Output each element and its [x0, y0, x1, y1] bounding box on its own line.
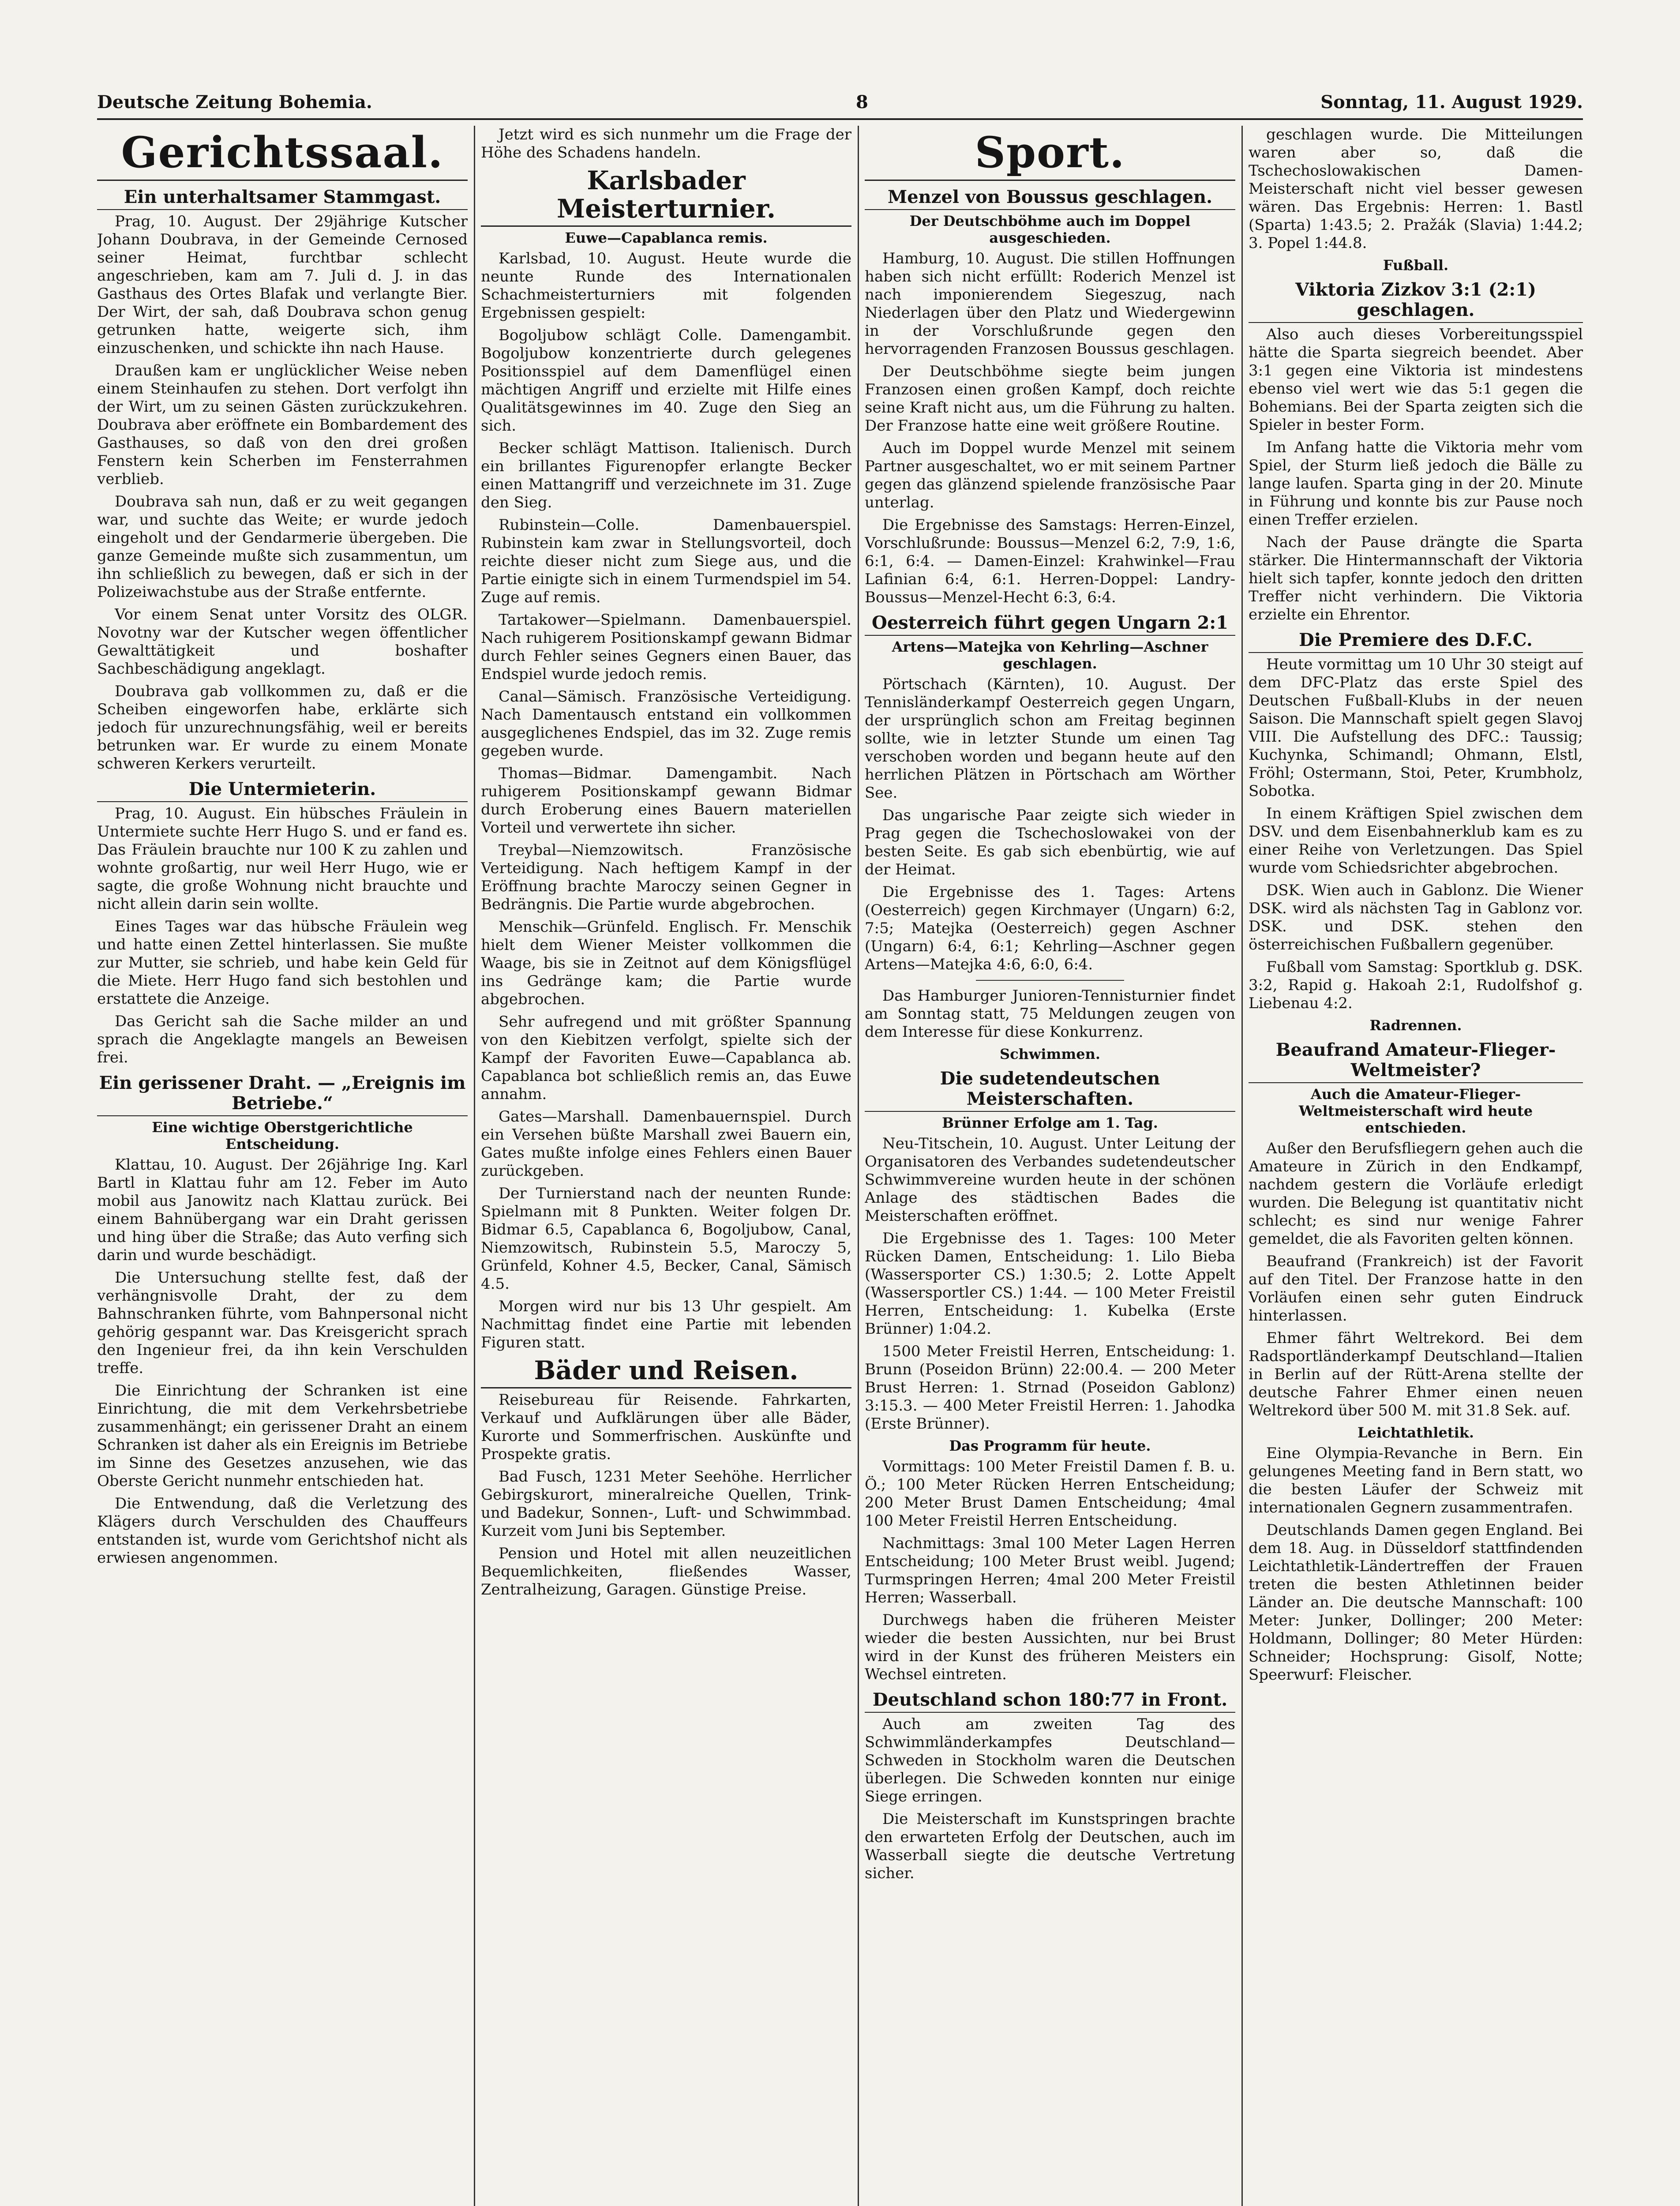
article-paragraph: Eines Tages war das hübsche Fräulein weg und hatte einen Zettel hinterlassen. Sie mußte zur Mutter, sie schrieb, und habe kein Geld für die Miete. Herr Hugo fand sich bestohlen und erstattete die Anzeige. — [97, 918, 468, 1008]
article-paragraph: Doubrava sah nun, daß er zu weit gegangen war, und suchte das Weite; er wurde jedoch eingeholt und der Gendarmerie übergeben. Die ganze Gemeinde mußte sich zusammentun, um ihn schließlich zu bewegen, daß er sich in der Polizeiwachstube aus der Straße entfernte. — [97, 493, 468, 601]
article-paragraph: Canal—Sämisch. Französische Verteidigung. Nach Damentausch entstand ein vollkommen ausgeglichenes Endspiel, das im 32. Zuge remis gegeben wurde. — [481, 688, 851, 760]
article-paragraph: Heute vormittag um 10 Uhr 30 steigt auf dem DFC-Platz das erste Spiel des Deutschen Fußball-Klubs in der neuen Saison. Die Mannschaft spielt gegen Slavoj VIII. Die Aufstellung des DFC.: Taussig; Kuchynka, Schimandl; Ohmann, Elstl, Fröhl; Ostermann, Stoi, Peter, Krumbholz, Sobotka. — [1249, 656, 1583, 800]
article-subtitle: Eine wichtige Oberstgerichtliche Entscheidung. — [152, 1119, 413, 1152]
article-paragraph: Jetzt wird es sich nunmehr um die Frage der Höhe des Schadens handeln. — [481, 126, 851, 161]
article-subtitle: Euwe—Capablanca remis. — [565, 229, 768, 246]
article-subtitle: Der Deutschböhme auch im Doppel ausgeschieden. — [909, 213, 1191, 246]
column-3 — [865, 126, 1235, 2206]
article-paragraph: Also auch dieses Vorbereitungsspiel hätte die Sparta siegreich beendet. Aber 3:1 gegen eine Viktoria ist mindestens ebenso viel wert wie das 5:1 gegen die Bohemians. Bei der Sparta zeigten sich die Spieler in bester Form. — [1249, 326, 1583, 434]
article-title: Beaufrand Amateur-Flieger-Weltmeister? — [1249, 1040, 1583, 1083]
article-paragraph: Neu-Titschein, 10. August. Unter Leitung der Organisatoren des Verbandes sudetendeutscher Schwimmvereine wurden heute in der schönen Anlage des städtischen Bades die Meisterschaften eröffnet. — [865, 1135, 1235, 1225]
article-title: Ein gerissener Draht. — „Ereignis im Betriebe.“ — [97, 1073, 468, 1116]
article-paragraph: Prag, 10. August. Der 29jährige Kutscher Johann Doubrava, in der Gemeinde Cernosed seiner Heimat, furchtbar schlecht angeschrieben, kam am 7. Juli d. J. in das Gasthaus des Ortes Blafak und verlangte Bier. Der Wirt, der sah, daß Doubrava schon genug getrunken hatte, weigerte sich, ihm einzuschenken, und schickte ihn nach Hause. — [97, 213, 468, 357]
article-title: Ein unterhaltsamer Stammgast. — [97, 187, 468, 210]
section-title-court: Gerichtssaal. — [97, 128, 468, 181]
article-paragraph: Das Gericht sah die Sache milder an und sprach die Angeklagte mangels an Beweisen frei. — [97, 1013, 468, 1066]
column-2 — [481, 126, 851, 2206]
column-rule — [1241, 126, 1243, 2206]
article-paragraph: Nach der Pause drängte die Sparta stärker. Die Hintermannschaft der Viktoria hielt sich tapfer, konnte jedoch den dritten Treffer nicht verhindern. Die Viktoria erzielte ein Ehrentor. — [1249, 533, 1583, 623]
article-paragraph: Becker schlägt Mattison. Italienisch. Durch ein brillantes Figurenopfer erlangte Becker einen Mattangriff und verzeichnete im 31. Zuge den Sieg. — [481, 439, 851, 511]
article-paragraph: Doubrava gab vollkommen zu, daß er die Scheiben eingeworfen habe, erklärte sich jedoch für unzurechnungsfähig, weil er bereits betrunken war. Er wurde zu einem Monate schweren Kerkers verurteilt. — [97, 683, 468, 773]
article-paragraph: Draußen kam er unglücklicher Weise neben einem Steinhaufen zu stehen. Dort verfolgt ihn der Wirt, um zu seinen Gästen zurückzukehren. Doubrava aber eröffnete ein Bombardement des Gasthauses, so daß von den drei großen Fenstern kein Scherben im Fensterrahmen verblieb. — [97, 362, 468, 488]
article-paragraph: Tartakower—Spielmann. Damenbauerspiel. Nach ruhigerem Positionskampf gewann Bidmar durch Fehler seines Gegners einen Bauer, das Endspiel wurde jedoch remis. — [481, 611, 851, 683]
article-paragraph: Der Turnierstand nach der neunten Runde: Spielmann mit 8 Punkten. Weiter folgen Dr. Bidmar 6.5, Capablanca 6, Bogoljubow, Canal, Niemzowitsch, Rubinstein 5.5, Maroczy 5, Grünfeld, Kohner 4.5, Becker, Canal, Sämisch 4.5. — [481, 1185, 851, 1293]
article-title: Deutschland schon 180:77 in Front. — [865, 1690, 1235, 1713]
article-title: Die Untermieterin. — [97, 779, 468, 802]
article-subtitle: Auch die Amateur-Flieger-Weltmeisterschaft wird heute entschieden. — [1298, 1086, 1533, 1136]
article-subtitle: Brünner Erfolge am 1. Tag. — [942, 1114, 1158, 1131]
article-paragraph: Sehr aufregend und mit größter Spannung von den Kiebitzen verfolgt, spielte sich der Kampf der Favoriten Euwe—Capablanca ab. Capablanca bot schließlich remis an, das Euwe annahm. — [481, 1013, 851, 1103]
article-paragraph: Vor einem Senat unter Vorsitz des OLGR. Novotny war der Kutscher wegen öffentlicher Gewalttätigkeit und boshafter Sachbeschädigung angeklagt. — [97, 606, 468, 678]
subsection-title: Schwimmen. — [999, 1046, 1101, 1062]
page-number: 8 — [856, 92, 868, 113]
article-title: Oesterreich führt gegen Ungarn 2:1 — [865, 613, 1235, 636]
article-paragraph: Die Ergebnisse des Samstags: Herren-Einzel, Vorschlußrunde: Boussus—Menzel 6:2, 7:9, 1:6, 6:1, 6:4. — Damen-Einzel: Krahwinkel—Frau Lafinian 6:4, 6:1. Herren-Doppel: Landry-Boussus—Menzel-Hecht 6:3, 6:4. — [865, 516, 1235, 606]
issue-date: Sonntag, 11. August 1929. — [1320, 92, 1583, 113]
article-paragraph: Fußball vom Samstag: Sportklub g. DSK. 3:2, Rapid g. Hakoah 2:1, Rudolfshof g. Liebenau 4:2. — [1249, 958, 1583, 1012]
article-paragraph: Menschik—Grünfeld. Englisch. Fr. Menschik hielt dem Wiener Meister vollkommen die Waage, bis sie in Zeitnot auf dem Königsflügel ins Gedränge kam; die Partie wurde abgebrochen. — [481, 918, 851, 1008]
column-rule — [858, 126, 859, 2206]
article-paragraph: Die Untersuchung stellte fest, daß der verhängnisvolle Draht, der zu dem Bahnschranken führte, vom Bahnpersonal nicht gehörig gespannt war. Das Kreisgericht sprach den Ingenieur frei, da ihn kein Verschulden treffe. — [97, 1269, 468, 1377]
masthead — [97, 92, 1583, 120]
article-paragraph: Beaufrand (Frankreich) ist der Favorit auf den Titel. Der Franzose hatte in den Vorläufen einen sehr guten Eindruck hinterlassen. — [1249, 1253, 1583, 1324]
article-paragraph: Der Deutschböhme siegte beim jungen Franzosen einen großen Kampf, doch reichte seine Kraft nicht aus, um die Führung zu halten. Der Franzose hatte eine weit größere Routine. — [865, 363, 1235, 435]
subsection-title: Fußball. — [1383, 257, 1449, 274]
article-paragraph: Die Einrichtung der Schranken ist eine Einrichtung, die mit dem Verkehrsbetriebe zusammenhängt; ein gerissener Draht an einem Schranken ist daher als ein Ereignis im Betriebe im Sinne des Gesetzes anzusehen, wie das Oberste Gericht nunmehr entschieden hat. — [97, 1382, 468, 1490]
article-paragraph: Karlsbad, 10. August. Heute wurde die neunte Runde des Internationalen Schachmeisterturniers mit folgenden Ergebnissen gespielt: — [481, 250, 851, 322]
article-paragraph: Pension und Hotel mit allen neuzeitlichen Bequemlichkeiten, fließendes Wasser, Zentralheizung, Garagen. Günstige Preise. — [481, 1545, 851, 1598]
subsection-title: Leichtathletik. — [1357, 1424, 1474, 1441]
article-paragraph: Bogoljubow schlägt Colle. Damengambit. Bogoljubow konzentrierte durch gelegenes Positionsspiel auf dem Damenflügel einen mächtigen Angriff und erzielte mit Hilfe eines Qualitätsgewinnes im 40. Zuge den Sieg an sich. — [481, 326, 851, 435]
article-paragraph: Die Meisterschaft im Kunstspringen brachte den erwarteten Erfolg der Deutschen, auch im Wasserball siegte die deutsche Vertretung sicher. — [865, 1810, 1235, 1882]
article-title: Die Premiere des D.F.C. — [1249, 630, 1583, 653]
article-paragraph: Eine Olympia-Revanche in Bern. Ein gelungenes Meeting fand in Bern statt, wo die besten Läufer der Schweiz mit internationalen Gegnern zusammentrafen. — [1249, 1444, 1583, 1516]
paper-name: Deutsche Zeitung Bohemia. — [97, 92, 372, 113]
article-paragraph: Auch im Doppel wurde Menzel mit seinem Partner ausgeschaltet, wo er mit seinem Partner gegen das glänzend spielende französische Paar unterlag. — [865, 439, 1235, 511]
column-rule — [474, 126, 475, 2206]
article-paragraph: Die Ergebnisse des 1. Tages: Artens (Oesterreich) gegen Kirchmayer (Ungarn) 6:2, 7:5; Matejka (Oesterreich) gegen Aschner (Ungarn) 6:4, 6:1; Kehrling—Aschner gegen Artens—Matejka 4:6, 6:0, 6:4. — [865, 883, 1235, 973]
article-paragraph: Hamburg, 10. August. Die stillen Hoffnungen haben sich nicht erfüllt: Roderich Menzel ist nach imponierendem Siegeszug, nach Niederlagen über den Platz und Wiedergewinn in der Vorschlußrunde gegen den hervorragenden Franzosen Boussus geschlagen. — [865, 250, 1235, 358]
article-paragraph: Morgen wird nur bis 13 Uhr gespielt. Am Nachmittag findet eine Partie mit lebenden Figuren statt. — [481, 1298, 851, 1351]
article-title: Viktoria Zizkov 3:1 (2:1) geschlagen. — [1249, 280, 1583, 323]
column-1 — [97, 126, 468, 2206]
article-paragraph: Rubinstein—Colle. Damenbauerspiel. Rubinstein kam zwar in Stellungsvorteil, doch reichte dieser nicht zum Siege aus, und die Partie einigte sich in einem Turmendspiel im 54. Zuge auf remis. — [481, 516, 851, 606]
article-paragraph: geschlagen wurde. Die Mitteilungen waren aber so, daß die Tschechoslowakischen Damen-Meisterschaft nicht viel besser gewesen wären. Das Ergebnis: Herren: 1. Bastl (Sparta) 1:43.5; 2. Pražák (Slavia) 1:44.2; 3. Popel 1:44.8. — [1249, 126, 1583, 252]
article-paragraph: In einem Kräftigen Spiel zwischen dem DSV. und dem Eisenbahnerklub kam es zu einer Reihe von Verletzungen. Das Spiel wurde vom Schiedsrichter abgebrochen. — [1249, 805, 1583, 877]
article-paragraph: Außer den Berufsfliegern gehen auch die Amateure in Zürich in den Endkampf, nachdem gestern die Vorläufe erledigt wurden. Die Belegung ist quantitativ nicht schlecht; es sind nur wenige Fahrer gemeldet, die als Favoriten gelten können. — [1249, 1140, 1583, 1248]
article-paragraph: Ehmer fährt Weltrekord. Bei dem Radsportländerkampf Deutschland—Italien in Berlin auf der Rütt-Arena stellte der deutsche Fahrer Ehmer einen neuen Weltrekord über 500 M. mit 31.8 Sek. auf. — [1249, 1329, 1583, 1419]
article-title-travel: Bäder und Reisen. — [481, 1356, 851, 1388]
article-paragraph: DSK. Wien auch in Gablonz. Die Wiener DSK. wird als nächsten Tag in Gablonz vor. DSK. und DSK. stehen den österreichischen Fußballern gegenüber. — [1249, 882, 1583, 953]
article-paragraph: Die Entwendung, daß die Verletzung des Klägers durch Verschulden des Chauffeurs entstanden ist, wurde vom Gerichtshof nicht als erwiesen angenommen. — [97, 1495, 468, 1567]
article-paragraph: Klattau, 10. August. Der 26jährige Ing. Karl Bartl in Klattau fuhr am 12. Feber im Auto mobil aus Janowitz nach Klattau zurück. Bei einem Bahnübergang war ein Draht gerissen und hing über die Straße; das Auto verfing sich darin und wurde beschädigt. — [97, 1156, 468, 1264]
article-paragraph: Das ungarische Paar zeigte sich wieder in Prag gegen die Tschechoslowakei von der besten Seite. Es gab sich ebenbürtig, wie auf der Heimat. — [865, 807, 1235, 878]
article-paragraph: Reisebureau für Reisende. Fahrkarten, Verkauf und Aufklärungen über alle Bäder, Kurorte und Sommerfrischen. Auskünfte und Prospekte gratis. — [481, 1391, 851, 1463]
article-paragraph: Auch am zweiten Tag des Schwimmländerkampfes Deutschland—Schweden in Stockholm waren die Deutschen überlegen. Die Schweden konnten nur einige Siege erringen. — [865, 1715, 1235, 1805]
article-paragraph: Pörtschach (Kärnten), 10. August. Der Tennisländerkampf Oesterreich gegen Ungarn, der ursprünglich schon am Freitag beginnen sollte, wie in letzter Stunde um einen Tag verschoben worden und begann heute auf den herrlichen Plätzen in Pörtschach am Wörther See. — [865, 675, 1235, 802]
article-paragraph: 1500 Meter Freistil Herren, Entscheidung: 1. Brunn (Poseidon Brünn) 22:00.4. — 200 Meter Brust Herren: 1. Strnad (Poseidon Gablonz) 3:15.3. — 400 Meter Freistil Herren: 1. Jahodka (Erste Brünner). — [865, 1343, 1235, 1433]
article-paragraph: Im Anfang hatte die Viktoria mehr vom Spiel, der Sturm ließ jedoch die Bälle zu lange laufen. Sparta ging in der 20. Minute in Führung und konnte bis zur Pause noch einen Treffer erzielen. — [1249, 439, 1583, 529]
article-paragraph: Das Hamburger Junioren-Tennisturnier findet am Sonntag statt, 75 Meldungen zeugen von dem Interesse für diese Konkurrenz. — [865, 987, 1235, 1041]
column-4 — [1249, 126, 1583, 2206]
article-paragraph: Prag, 10. August. Ein hübsches Fräulein in Untermiete suchte Herr Hugo S. und er fand es. Das Fräulein brauchte nur 100 K zu zahlen und wohnte großartig, nur weil Herr Hugo, wie er sagte, die große Wohnung nicht brauchte und nicht allein darin sein wollte. — [97, 805, 468, 913]
article-paragraph: Nachmittags: 3mal 100 Meter Lagen Herren Entscheidung; 100 Meter Brust weibl. Jugend; Turmspringen Herren; 4mal 200 Meter Freistil Herren; Wasserball. — [865, 1534, 1235, 1606]
article-paragraph: Gates—Marshall. Damenbauernspiel. Durch ein Versehen büßte Marshall zwei Bauern ein, Gates mußte infolge eines Fehlers einen Bauer zurückgeben. — [481, 1108, 851, 1180]
article-paragraph: Thomas—Bidmar. Damengambit. Nach ruhigerem Positionskampf gewann Bidmar durch Eroberung eines Bauern materiellen Vorteil und verwertete ihn sicher. — [481, 765, 851, 837]
subsection-title: Radrennen. — [1369, 1017, 1462, 1034]
section-title-sport: Sport. — [865, 128, 1235, 181]
article-title-chess: Karlsbader Meisterturnier. — [481, 166, 851, 227]
divider — [976, 980, 1124, 981]
article-paragraph: Die Ergebnisse des 1. Tages: 100 Meter Rücken Damen, Entscheidung: 1. Lilo Bieba (Wassersporter CS.) 1:30.5; 2. Lotte Appelt (Wassersportler CS.) 1:44. — 100 Meter Freistil Herren, Entscheidung: 1. Kubelka (Erste Brünner) 1:04.2. — [865, 1230, 1235, 1338]
article-subtitle: Artens—Matejka von Kehrling—Aschner geschlagen. — [892, 638, 1208, 672]
article-paragraph: Vormittags: 100 Meter Freistil Damen f. B. u. Ö.; 100 Meter Rücken Herren Entscheidung; 200 Meter Brust Damen Entscheidung; 4mal 100 Meter Freistil Herren Entscheidung. — [865, 1458, 1235, 1530]
article-title: Menzel von Boussus geschlagen. — [865, 187, 1235, 210]
subsection-title: Das Programm für heute. — [949, 1437, 1151, 1454]
article-paragraph: Bad Fusch, 1231 Meter Seehöhe. Herrlicher Gebirgskurort, mineralreiche Quellen, Trink- und Badekur, Sonnen-, Luft- und Schwimmbad. Kurzeit vom Juni bis September. — [481, 1468, 851, 1540]
article-paragraph: Durchwegs haben die früheren Meister wieder die besten Aussichten, nur bei Brust wird in der Kunst des früheren Meisters ein Wechsel eintreten. — [865, 1611, 1235, 1683]
article-title: Die sudetendeutschen Meisterschaften. — [865, 1069, 1235, 1112]
article-paragraph: Treybal—Niemzowitsch. Französische Verteidigung. Nach heftigem Kampf in der Eröffnung brachte Maroczy seinen Gegner in Bedrängnis. Die Partie wurde abgebrochen. — [481, 841, 851, 913]
article-paragraph: Deutschlands Damen gegen England. Bei dem 18. Aug. in Düsseldorf stattfindenden Leichtathletik-Ländertreffen der Frauen treten die besten Athletinnen beider Länder an. Die deutsche Mannschaft: 100 Meter: Junker, Dollinger; 200 Meter: Holdmann, Dollinger; 80 Meter Hürden: Schneider; Hochsprung: Gisolf, Notte; Speerwurf: Fleischer. — [1249, 1521, 1583, 1684]
